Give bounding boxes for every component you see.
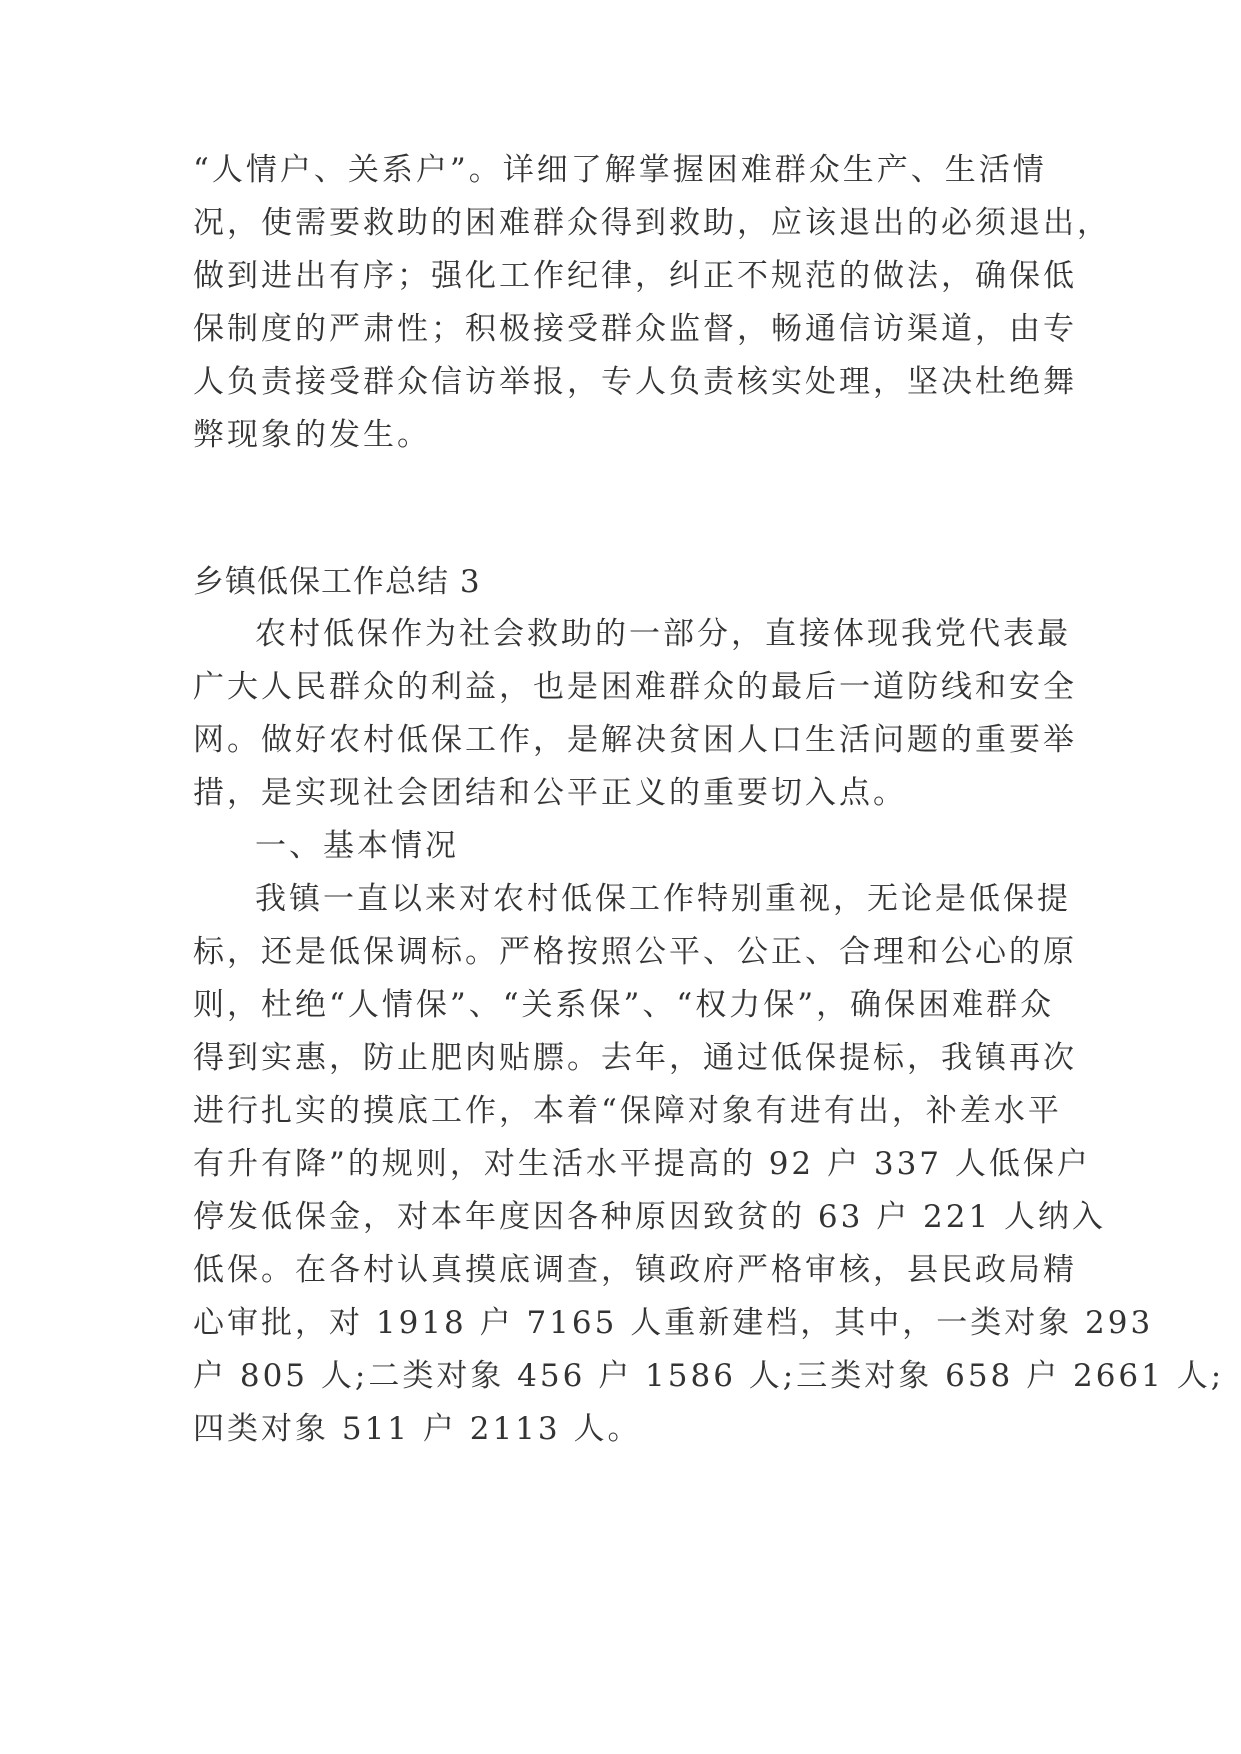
paragraph-line: 低保。在各村认真摸底调查，镇政府严格审核，县民政局精 <box>193 1252 1077 1288</box>
paragraph-line: 弊现象的发生。 <box>193 417 431 453</box>
paragraph-line: 进行扎实的摸底工作，本着“保障对象有进有出，补差水平 <box>193 1093 1062 1129</box>
paragraph-line: 停发低保金，对本年度因各种原因致贫的 63 户 221 人纳入 <box>193 1199 1107 1235</box>
paragraph-line: 户 805 人;二类对象 456 户 1586 人;三类对象 658 户 2661 人; <box>193 1358 1225 1394</box>
section-title: 乡镇低保工作总结 3 <box>193 564 481 600</box>
paragraph-line: 心审批，对 1918 户 7165 人重新建档，其中，一类对象 293 <box>193 1305 1154 1341</box>
paragraph-line: 我镇一直以来对农村低保工作特别重视，无论是低保提 <box>255 881 1071 917</box>
paragraph-line: 则，杜绝“人情保”、“关系保”、“权力保”，确保困难群众 <box>193 987 1055 1023</box>
paragraph-line: 得到实惠，防止肥肉贴膘。去年，通过低保提标，我镇再次 <box>193 1040 1077 1076</box>
paragraph-line: 人负责接受群众信访举报，专人负责核实处理，坚决杜绝舞 <box>193 364 1077 400</box>
paragraph-line: 做到进出有序；强化工作纪律，纠正不规范的做法，确保低 <box>193 258 1077 294</box>
paragraph-line: 农村低保作为社会救助的一部分，直接体现我党代表最 <box>255 616 1071 652</box>
paragraph-line: 措，是实现社会团结和公平正义的重要切入点。 <box>193 775 907 811</box>
paragraph-line: 标，还是低保调标。严格按照公平、公正、合理和公心的原 <box>193 934 1077 970</box>
paragraph-line: 网。做好农村低保工作，是解决贫困人口生活问题的重要举 <box>193 722 1077 758</box>
paragraph-line: 况，使需要救助的困难群众得到救助，应该退出的必须退出， <box>193 205 1111 241</box>
paragraph-line: 保制度的严肃性；积极接受群众监督，畅通信访渠道，由专 <box>193 311 1077 347</box>
paragraph-line: 有升有降”的规则，对生活水平提高的 92 户 337 人低保户 <box>193 1146 1091 1182</box>
subheading: 一、基本情况 <box>255 828 459 864</box>
paragraph-line: 广大人民群众的利益，也是困难群众的最后一道防线和安全 <box>193 669 1077 705</box>
paragraph-line: “人情户、关系户”。详细了解掌握困难群众生产、生活情 <box>193 152 1047 188</box>
paragraph-line: 四类对象 511 户 2113 人。 <box>193 1411 642 1447</box>
